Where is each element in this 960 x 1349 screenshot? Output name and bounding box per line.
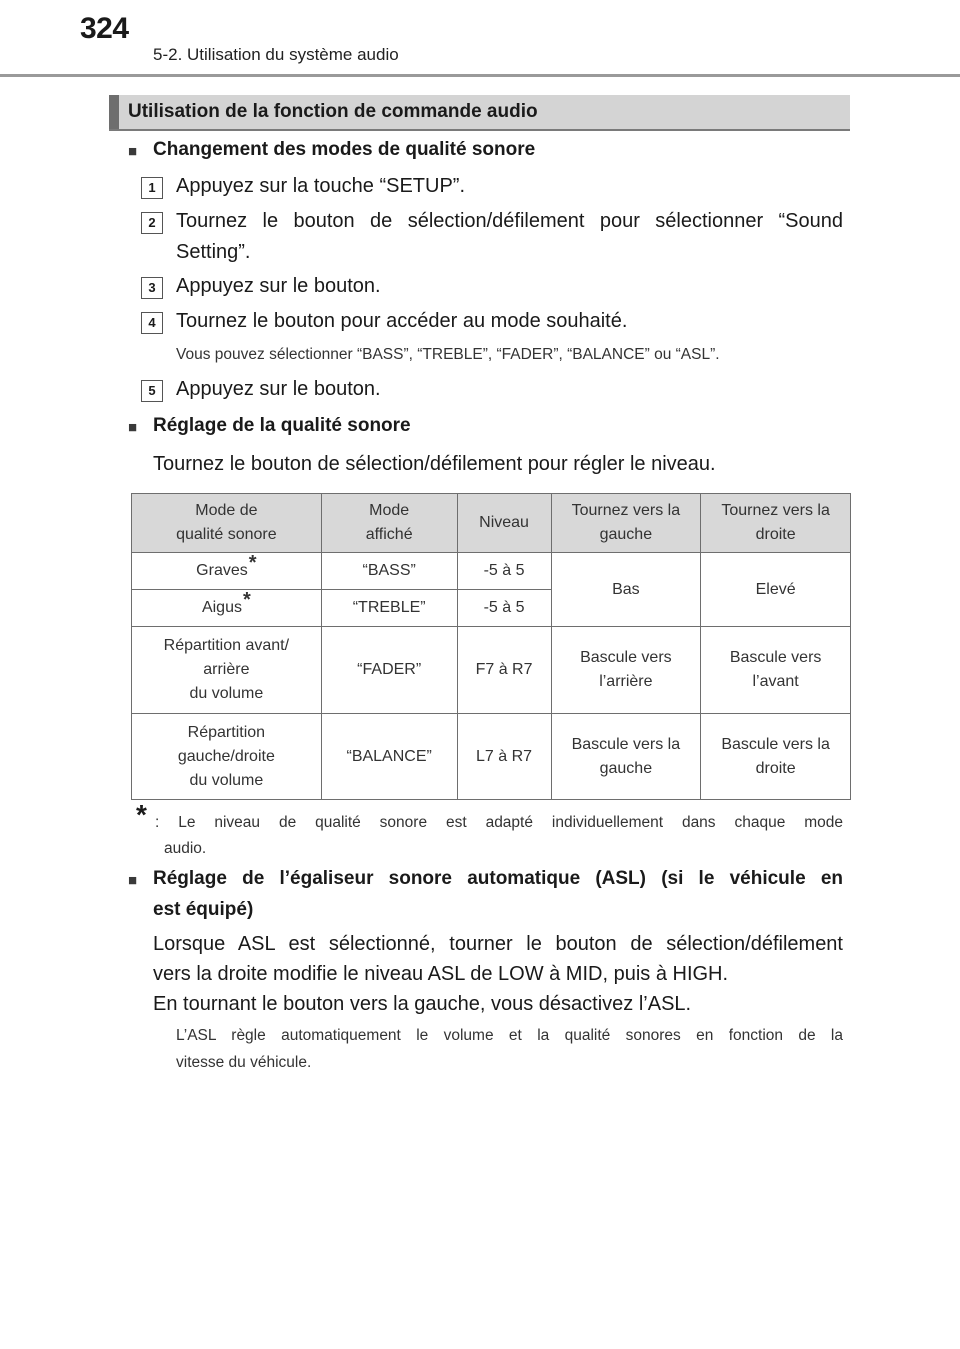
section-accent (109, 95, 119, 129)
chapter-title: 5-2. Utilisation du système audio (153, 45, 399, 64)
cell-right: Bascule vers la droite (701, 714, 851, 800)
asl-para-line2: vers la droite modifie le niveau ASL de LOW à MID, puis à HIGH. (153, 963, 729, 985)
step-2-text-line1: Tournez le bouton de sélection/défilement pour sélectionner “Sound (176, 210, 843, 232)
cell-right: Elevé (701, 553, 851, 627)
heading-sound-modes: Changement des modes de qualité sonore (153, 139, 536, 160)
cell-display: “BASS” (321, 553, 457, 590)
bullet-icon: ■ (128, 143, 138, 160)
step-number-3: 3 (141, 277, 163, 299)
asl-note-line1: L’ASL règle automatiquement le volume et la qualité sonores en fonction de la (176, 1027, 843, 1044)
cell-mode: Aigus* (132, 590, 322, 627)
step-number-1: 1 (141, 177, 163, 199)
header-cell-level: Niveau (457, 494, 551, 553)
heading-asl-line1: Réglage de l’égaliseur sonore automatique (ASL) (si le véhicule en (153, 868, 843, 889)
footnote-star-marker: * (136, 799, 147, 830)
cell-level: L7 à R7 (457, 714, 551, 800)
bullet-icon: ■ (128, 419, 138, 436)
bullet-icon: ■ (128, 872, 138, 889)
cell-level: F7 à R7 (457, 627, 551, 714)
cell-level: -5 à 5 (457, 553, 551, 590)
cell-left: Bascule vers la gauche (551, 714, 701, 800)
header-divider (0, 74, 960, 77)
step-3-text: Appuyez sur le bouton. (176, 275, 381, 297)
header-cell-mode: Mode de qualité sonore (132, 494, 322, 553)
cell-right: Bascule vers l’avant (701, 627, 851, 714)
step-5-text: Appuyez sur le bouton. (176, 378, 381, 400)
cell-display: “TREBLE” (321, 590, 457, 627)
footnote-star: * (248, 551, 257, 574)
step-1-text: Appuyez sur la touche “SETUP”. (176, 175, 466, 197)
footnote-line-2: audio. (164, 840, 207, 857)
page-header (0, 0, 960, 78)
asl-note-line2: vitesse du véhicule. (176, 1054, 312, 1071)
cell-display: “FADER” (321, 627, 457, 714)
footnote-text (155, 810, 843, 862)
page-number: 324 (80, 12, 129, 45)
table-header-row (132, 494, 851, 553)
step-number-2: 2 (141, 212, 163, 234)
table-row (132, 553, 851, 590)
cell-left: Bas (551, 553, 701, 627)
section-title: Utilisation de la fonction de commande audio (128, 101, 538, 122)
cell-mode: Répartition avant/ arrière du volume (132, 627, 322, 714)
header-cell-display: Mode affiché (321, 494, 457, 553)
step-number-4: 4 (141, 312, 163, 334)
step-4-text: Tournez le bouton pour accéder au mode souhaité. (176, 310, 628, 332)
footnote-star: * (242, 588, 251, 611)
asl-para-line1: Lorsque ASL est sélectionné, tourner le bouton de sélection/défilement (153, 933, 843, 955)
heading-asl-line2: est équipé) (153, 899, 254, 920)
cell-mode: Graves* (132, 553, 322, 590)
section-title-bar (109, 95, 850, 131)
cell-level: -5 à 5 (457, 590, 551, 627)
step-2-text-line2: Setting”. (176, 241, 251, 263)
header-cell-left: Tournez vers la gauche (551, 494, 701, 553)
footnote-line-1: : Le niveau de qualité sonore est adapté individuellement dans chaque mode (155, 814, 843, 831)
sound-settings-table (131, 493, 851, 800)
cell-display: “BALANCE” (321, 714, 457, 800)
step-number-5: 5 (141, 380, 163, 402)
quality-adjust-text: Tournez le bouton de sélection/défilement pour régler le niveau. (153, 453, 716, 475)
header-cell-right: Tournez vers la droite (701, 494, 851, 553)
heading-quality-adjust: Réglage de la qualité sonore (153, 415, 411, 436)
table-row (132, 627, 851, 714)
step-4-note: Vous pouvez sélectionner “BASS”, “TREBLE”, “FADER”, “BALANCE” ou “ASL”. (176, 346, 720, 363)
asl-para2: En tournant le bouton vers la gauche, vous désactivez l’ASL. (153, 993, 692, 1015)
cell-mode: Répartition gauche/droite du volume (132, 714, 322, 800)
table-row (132, 714, 851, 800)
cell-left: Bascule vers l’arrière (551, 627, 701, 714)
